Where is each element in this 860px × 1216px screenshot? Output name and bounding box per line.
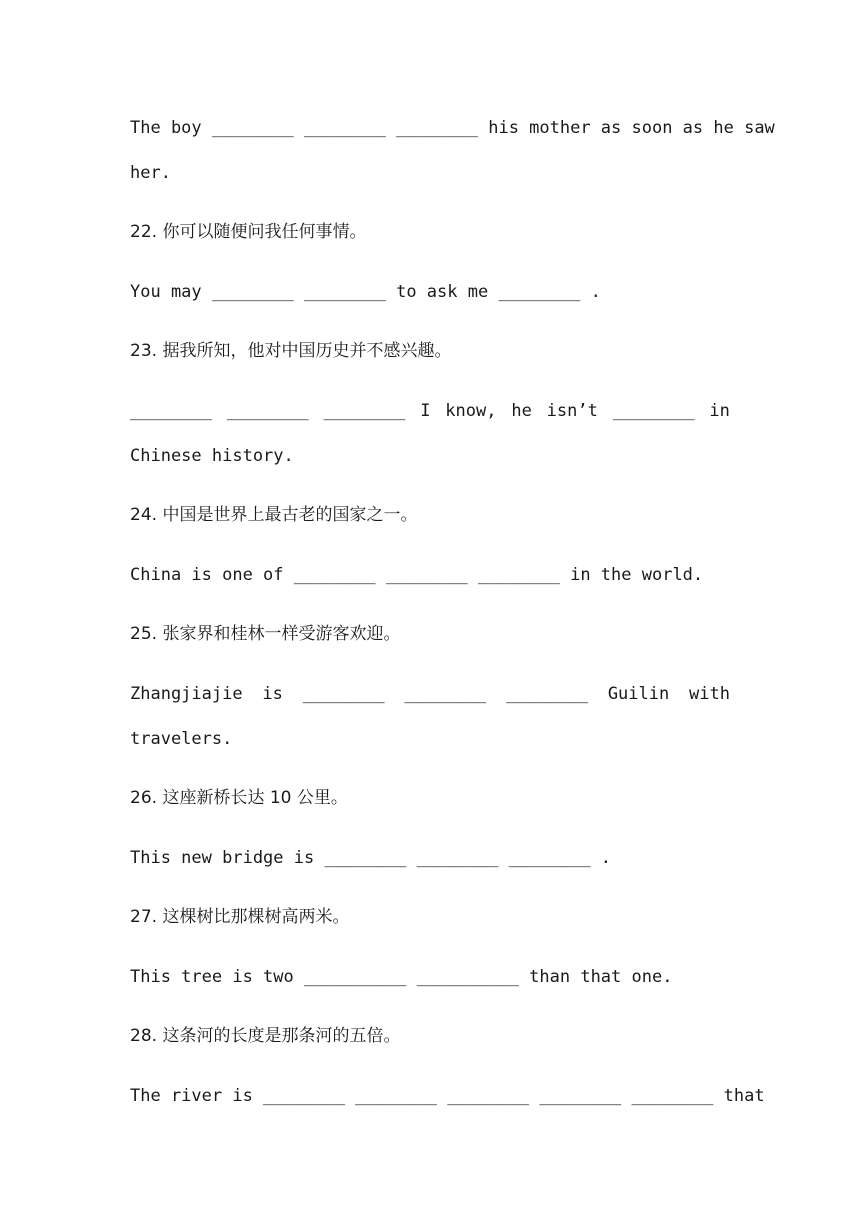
word: ________ xyxy=(506,684,588,704)
word: ________ xyxy=(612,401,695,421)
answer-line-25 xyxy=(130,682,730,706)
word: in xyxy=(709,401,730,421)
answer-line-26: This new bridge is ________ ________ ________ . xyxy=(130,848,612,868)
word: with xyxy=(689,684,730,704)
question-22: 22. 你可以随便问我任何事情。 xyxy=(130,222,367,242)
word: he xyxy=(511,401,532,421)
answer-line-22: You may ________ ________ to ask me ________ . xyxy=(130,282,601,302)
answer-line-21-cont: her. xyxy=(130,163,171,183)
word: ________ xyxy=(130,401,212,421)
word: ________ xyxy=(323,401,406,421)
answer-line-28: The river is ________ ________ ________ ________ ________ that xyxy=(130,1086,765,1106)
question-27: 27. 这棵树比那棵树高两米。 xyxy=(130,907,350,927)
answer-line-23 xyxy=(130,399,730,423)
answer-line-21: The boy ________ ________ ________ his mother as soon as he saw xyxy=(130,118,775,138)
document-page xyxy=(130,0,775,1216)
question-24: 24. 中国是世界上最古老的国家之一。 xyxy=(130,505,418,525)
word: Zhangjiajie xyxy=(130,684,243,704)
word: ________ xyxy=(404,684,487,704)
answer-line-23-cont: Chinese history. xyxy=(130,446,294,466)
word: I xyxy=(420,401,431,421)
answer-line-24: China is one of ________ ________ ________ in the world. xyxy=(130,565,704,585)
word: is xyxy=(262,684,283,704)
question-28: 28. 这条河的长度是那条河的五倍。 xyxy=(130,1026,401,1046)
word: ________ xyxy=(226,401,309,421)
word: know, xyxy=(445,401,497,421)
word: Guilin xyxy=(607,684,670,704)
question-26: 26. 这座新桥长达 10 公里。 xyxy=(130,788,348,808)
answer-line-25-cont: travelers. xyxy=(130,729,233,749)
question-25: 25. 张家界和桂林一样受游客欢迎。 xyxy=(130,624,401,644)
question-23: 23. 据我所知，他对中国历史并不感兴趣。 xyxy=(130,341,452,361)
answer-line-27: This tree is two __________ __________ than that one. xyxy=(130,967,673,987)
word: ________ xyxy=(302,684,385,704)
word: isn’t xyxy=(546,401,598,421)
